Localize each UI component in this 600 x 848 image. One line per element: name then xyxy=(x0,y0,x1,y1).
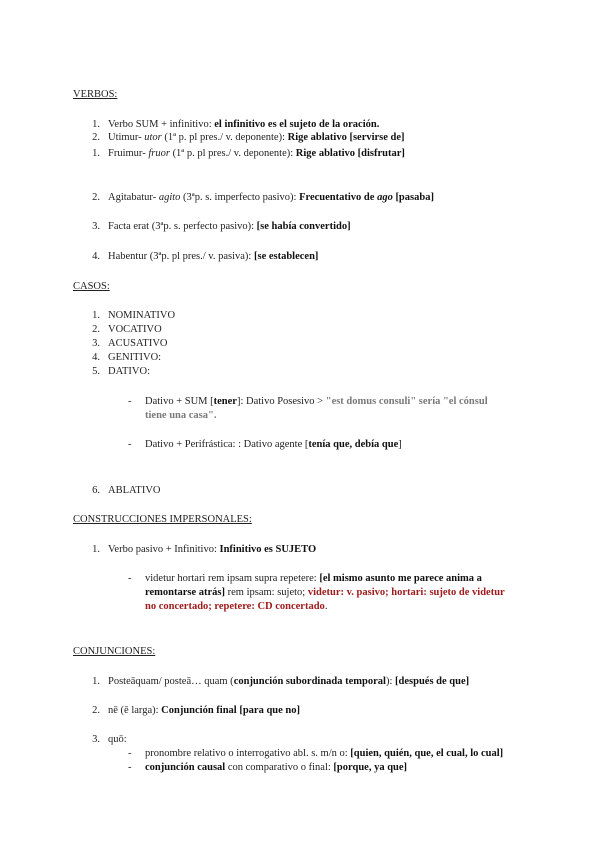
list-item: Habentur (3ªp. pl pres./ v. pasiva): [se establecen] xyxy=(108,251,319,262)
bullet-dash: - xyxy=(128,748,132,759)
list-item: Facta erat (3ªp. s. perfecto pasivo): [se había convertido] xyxy=(108,221,351,232)
list-item: Posteāquam/ posteā… quam (conjunción subordinada temporal): [después de que] xyxy=(108,676,470,687)
list-item: Verbo SUM + infinitivo: el infinitivo es el sujeto de la oración. xyxy=(108,119,380,130)
list-number: 1. xyxy=(92,119,100,130)
list-number: 3. xyxy=(92,338,100,349)
list-item: Verbo pasivo + Infinitivo: Infinitivo es SUJETO xyxy=(108,544,317,555)
list-number: 4. xyxy=(92,352,100,363)
list-item: VOCATIVO xyxy=(108,324,162,335)
list-number: 2. xyxy=(92,132,100,143)
list-number: 1. xyxy=(92,544,100,555)
list-number: 2. xyxy=(92,324,100,335)
bullet-dash: - xyxy=(128,396,132,407)
list-item: Fruimur- fruor (1ª p. pl pres./ v. deponente): Rige ablativo [disfrutar] xyxy=(108,148,405,159)
list-item: DATIVO: xyxy=(108,366,150,377)
bullet-dash: - xyxy=(128,762,132,773)
bullet-dash: - xyxy=(128,439,132,450)
sub-item-continuation: remontarse atrás] rem ipsam: sujeto; videtur: v. pasivo; hortari: sujeto de videtur xyxy=(145,587,505,598)
sub-item: videtur hortari rem ipsam supra repetere: [el mismo asunto me parece anima a xyxy=(145,573,482,584)
list-item: Utimur- utor (1ª p. pl pres./ v. deponente): Rige ablativo [servirse de] xyxy=(108,132,405,143)
sub-item: Dativo + SUM [tener]: Dativo Posesivo > "est domus consuli" sería "el cónsul xyxy=(145,396,488,407)
list-number: 3. xyxy=(92,221,100,232)
sub-item-continuation: tiene una casa". xyxy=(145,410,217,421)
sub-item-continuation: no concertado; repetere: CD concertado. xyxy=(145,601,328,612)
sub-item: conjunción causal con comparativo o final: [porque, ya que] xyxy=(145,762,408,773)
sub-item: pronombre relativo o interrogativo abl. s. m/n o: [quien, quién, que, el cual, lo cual] xyxy=(145,748,504,759)
list-item: NOMINATIVO xyxy=(108,310,176,321)
list-number: 5. xyxy=(92,366,100,377)
heading-casos: CASOS: xyxy=(73,281,110,292)
list-item: Agitabatur- agito (3ªp. s. imperfecto pasivo): Frecuentativo de ago [pasaba] xyxy=(108,192,434,203)
heading-conjunciones: CONJUNCIONES: xyxy=(73,646,156,657)
list-number: 6. xyxy=(92,485,100,496)
list-number: 2. xyxy=(92,192,100,203)
list-number: 2. xyxy=(92,705,100,716)
list-number: 1. xyxy=(92,310,100,321)
list-item: nē (ē larga): Conjunción final [para que no] xyxy=(108,705,301,716)
list-item: ABLATIVO xyxy=(108,485,161,496)
heading-construcciones: CONSTRUCCIONES IMPERSONALES: xyxy=(73,514,252,525)
list-number: 1. xyxy=(92,676,100,687)
list-item: quō: xyxy=(108,734,127,745)
list-number: 1. xyxy=(92,148,100,159)
list-number: 3. xyxy=(92,734,100,745)
heading-verbos: VERBOS: xyxy=(73,89,118,100)
sub-item: Dativo + Perifrástica: : Dativo agente [tenía que, debía que] xyxy=(145,439,402,450)
list-item: ACUSATIVO xyxy=(108,338,168,349)
list-number: 4. xyxy=(92,251,100,262)
list-item: GENITIVO: xyxy=(108,352,162,363)
bullet-dash: - xyxy=(128,573,132,584)
